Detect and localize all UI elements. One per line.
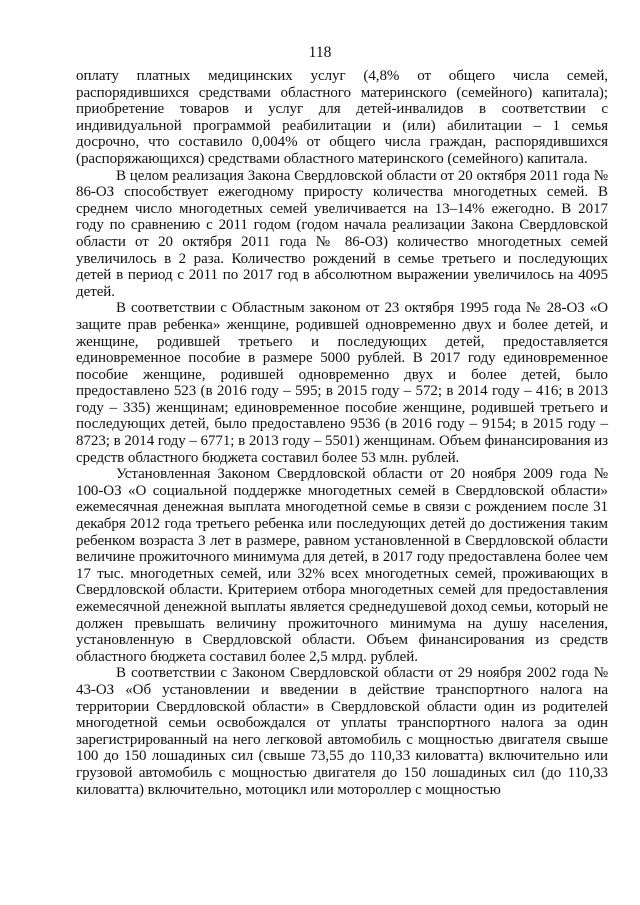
paragraph-law-86: В целом реализация Закона Свердловской области от 20 октября 2011 года № 86-ОЗ способствует ежегодному приросту количества многодетных семей. В среднем число многодетных семей увеличивается на 13–14% ежегодно. В 2017 году по сравнению с 2011 годом (годом начала реализации Закона Свердловской области от 20 октября 2011 года № 86-ОЗ) количество многодетных семей увеличилось в 2 раза. Количество рождений в семье третьего и последующих детей в период с 2011 по 2017 год в абсолютном выражении увеличилось на 4095 детей. (76, 167, 608, 300)
paragraph-law-43: В соответствии с Законом Свердловской области от 29 ноября 2002 года № 43-ОЗ «Об установлении и введении в действие транспортного налога на территории Свердловской области» в Свердловской области один из родителей многодетной семьи освобождался от уплаты транспортного налога за один зарегистрированный на него легковой автомобиль с мощностью двигателя свыше 100 до 150 лошадиных сил (свыше 73,55 до 110,33 киловатта) включительно или грузовой автомобиль с мощностью двигателя до 150 лошадиных сил (до 110,33 киловатта) включительно, мотоцикл или мотороллер с мощностью (76, 665, 608, 798)
paragraph-law-28: В соответствии с Областным законом от 23 октября 1995 года № 28-ОЗ «О защите прав ребенка» женщине, родившей одновременно двух и более детей, и женщине, родившей третьего и последующих детей, предоставляется единовременное пособие в размере 5000 рублей. В 2017 году единовременное пособие женщине, родившей одновременно двух и более детей, было предоставлено 523 (в 2016 году – 595; в 2015 году – 572; в 2014 году – 416; в 2013 году – 335) женщинам; единовременное пособие женщине, родившей третьего и последующих детей, было предоставлено 9536 (в 2016 году – 9154; в 2015 году – 8723; в 2014 году – 6771; в 2013 году – 5501) женщинам. Объем финансирования из средств областного бюджета составил более 53 млн. рублей. (76, 300, 608, 466)
page-number: 118 (308, 44, 332, 61)
paragraph-law-100: Установленная Законом Свердловской области от 20 ноября 2009 года № 100-ОЗ «О социальной поддержке многодетных семей в Свердловской области» ежемесячная денежная выплата многодетной семье в связи с рождением после 31 декабря 2012 года третьего ребенка или последующих детей до достижения таким ребенком возраста 3 лет в размере, равном установленной в Свердловской области величине прожиточного минимума для детей, в 2017 году предоставлена более чем 17 тыс. многодетных семей, или 32% всех многодетных семей, проживающих в Свердловской области. Критерием отбора многодетных семей для предоставления ежемесячной денежной выплаты является среднедушевой доход семьи, который не должен превышать величину прожиточного минимума на душу населения, установленную в Свердловской области. Объем финансирования из средств областного бюджета составил более 2,5 млрд. рублей. (76, 466, 608, 665)
body-text (76, 68, 608, 798)
paragraph-medical-services: оплату платных медицинских услуг (4,8% от общего числа семей, распорядившихся средствами областного материнского (семейного) капитала); приобретение товаров и услуг для детей-инвалидов в соответствии с индивидуальной программой реабилитации и (или) абилитации – 1 семья досрочно, что составило 0,004% от общего числа граждан, распорядившихся (распоряжающихся) средствами областного материнского (семейного) капитала. (76, 68, 608, 167)
